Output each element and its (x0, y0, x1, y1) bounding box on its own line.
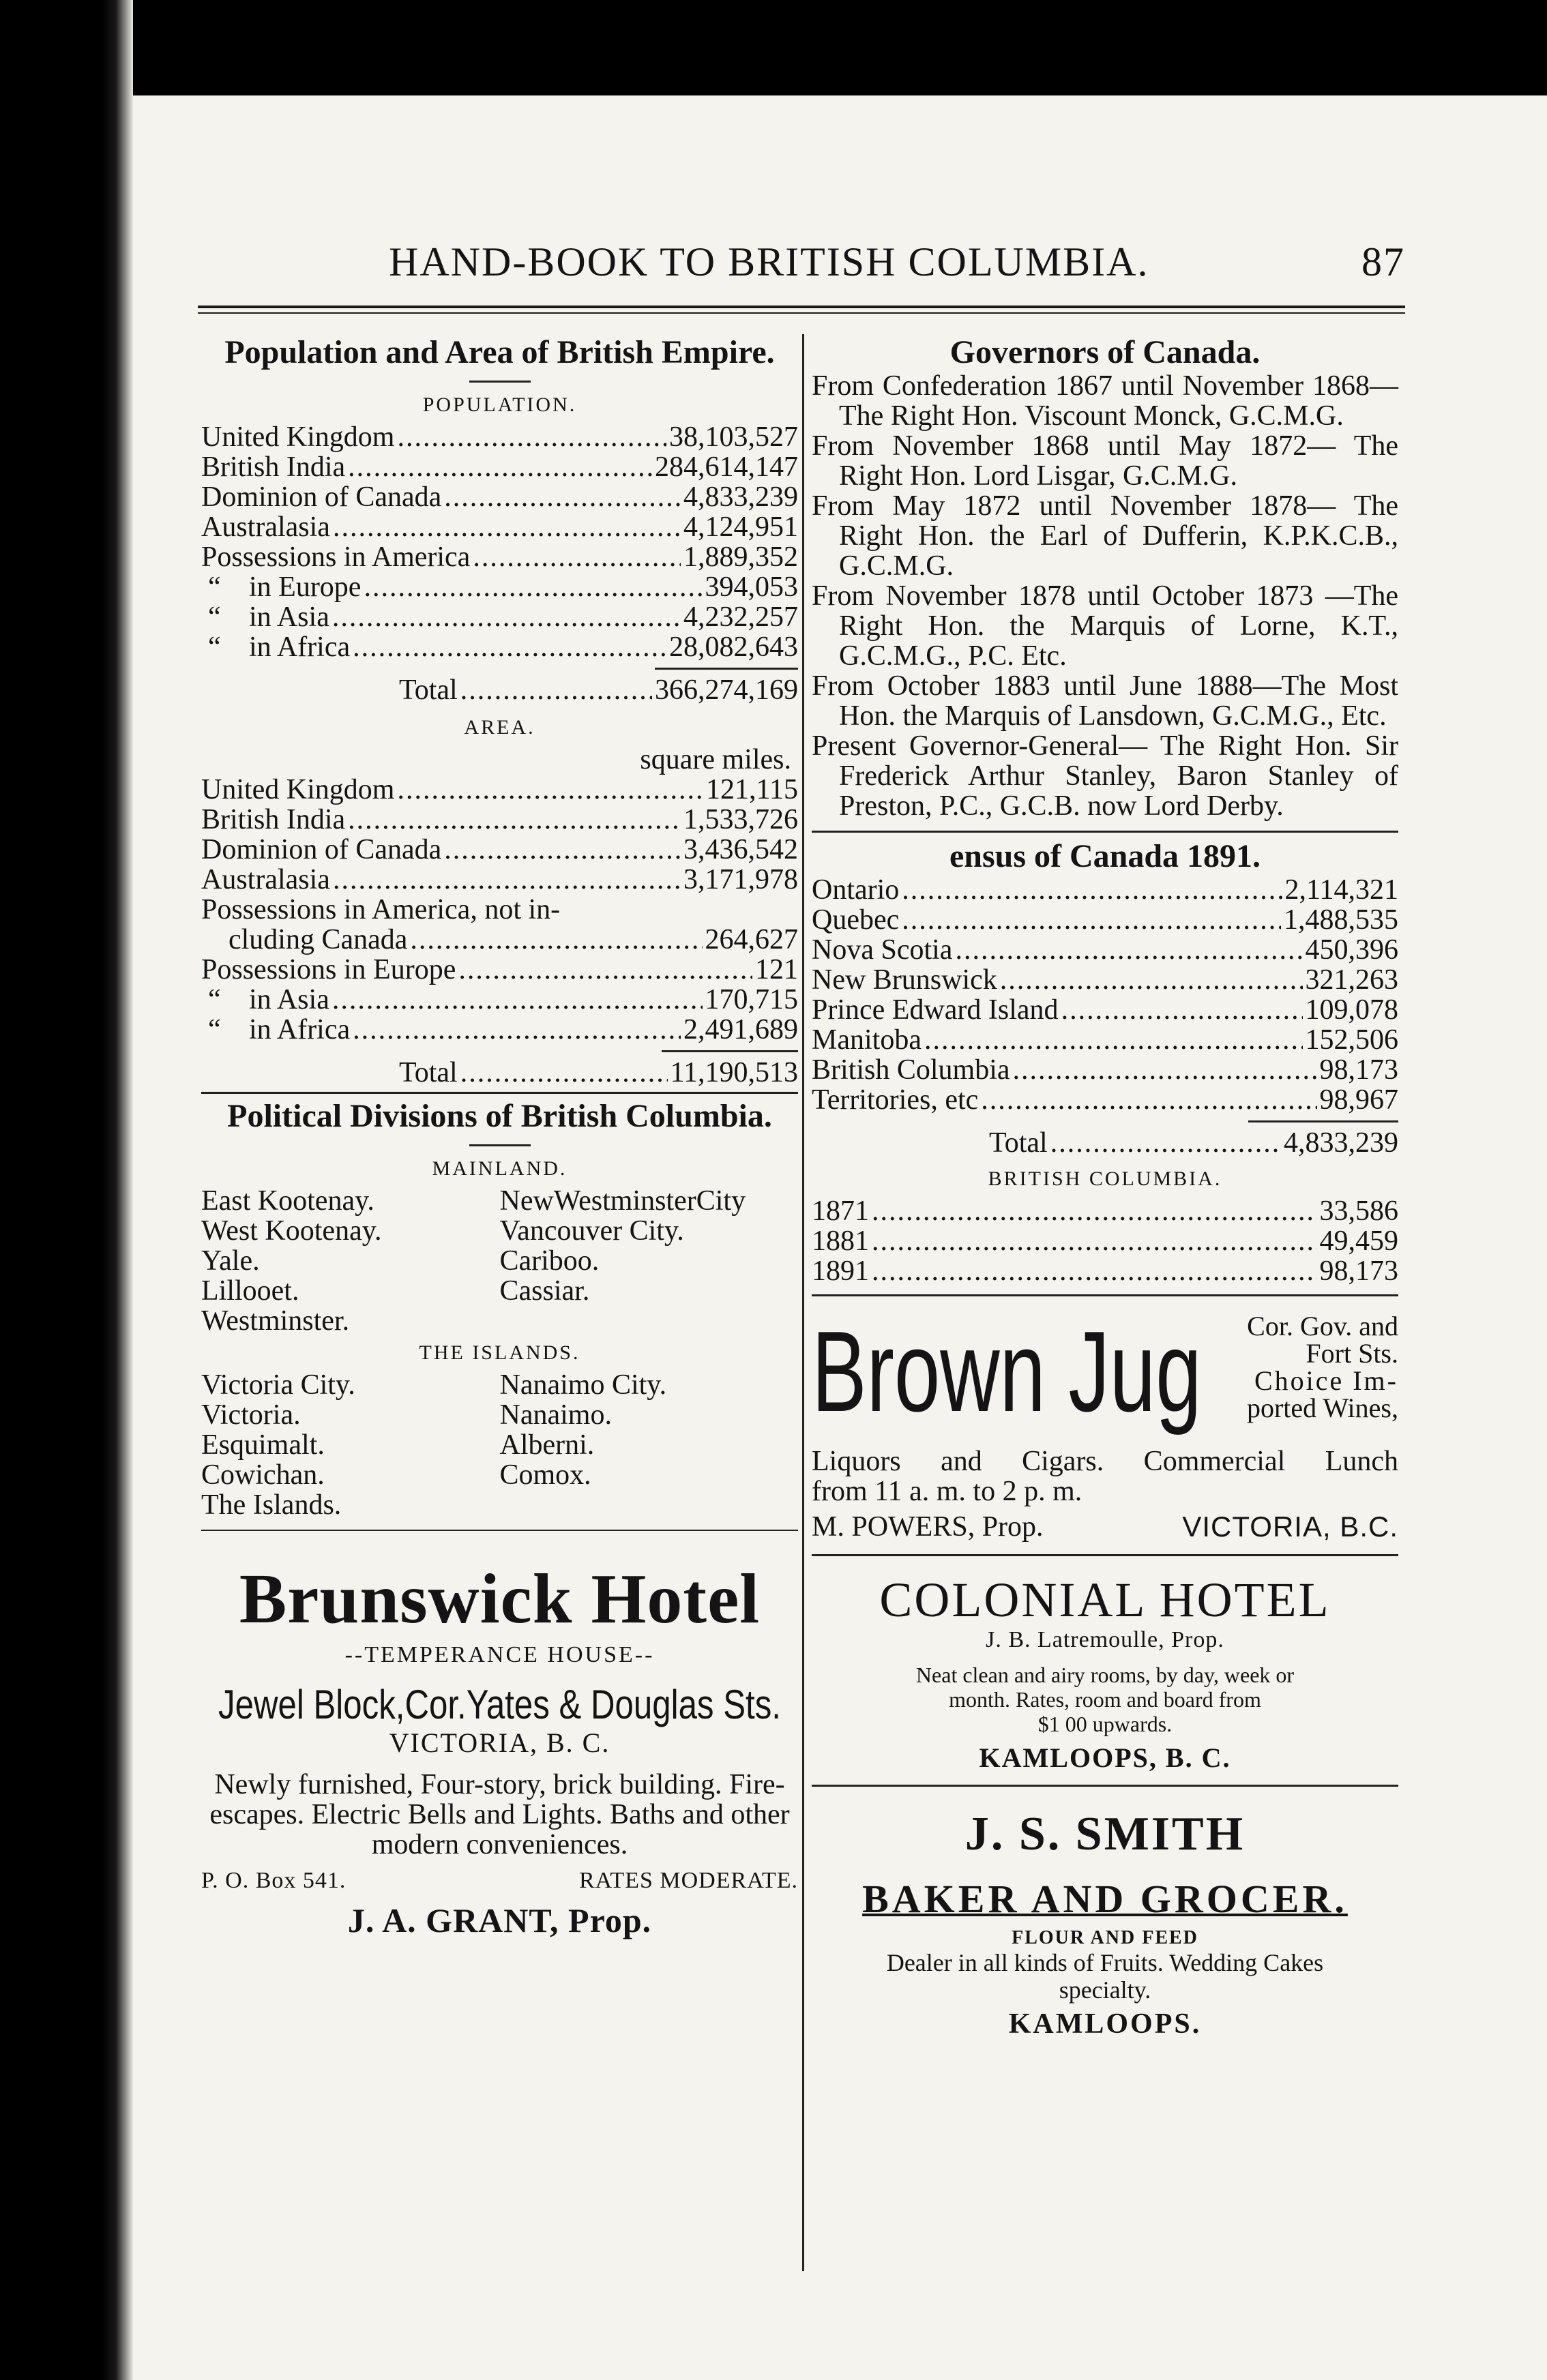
area-label: AREA. (464, 716, 535, 739)
area-total-row (201, 1058, 798, 1088)
division-name: Nanaimo. (499, 1399, 612, 1431)
division-name: Westminster. (201, 1305, 350, 1337)
area-more-list (201, 955, 798, 1045)
population-total-row (201, 675, 798, 705)
population-row: “ in Africa ..... 28,082,643 (201, 632, 798, 662)
area-row: Possessions in Europe ..... 121 (201, 955, 798, 985)
governor-entry: From November 1878 until October 1873 —The Right Hon. the Marquis of Lorne, K.T., G.C.M.G., P.C. Etc. (812, 580, 1398, 672)
area-row: Australasia ..... 3,171,978 (201, 865, 798, 895)
area-row: British India ..... 1,533,726 (201, 805, 798, 835)
population-list (201, 422, 798, 662)
census-title: ensus of Canada 1891. (949, 838, 1261, 874)
division-name: Cariboo. (499, 1245, 600, 1277)
smith-trade: BAKER AND GROCER. (862, 1877, 1348, 1921)
population-area-title: Population and Area of British Empire. (224, 334, 775, 370)
head-rule-top (198, 306, 1405, 308)
bc-census-list (812, 1196, 1398, 1286)
total-rule (655, 668, 798, 670)
section-rule (812, 1785, 1398, 1787)
ditto-mark: “ (208, 1014, 221, 1045)
running-head (389, 239, 1405, 293)
total-rule (1248, 1120, 1398, 1122)
colonial-hotel-ad (812, 1573, 1398, 1787)
area-row: United Kingdom ..... 121,115 (201, 775, 798, 805)
area-possessions-row: cluding Canada ..... 264,627 (201, 925, 798, 955)
head-rule-bottom (198, 312, 1405, 314)
census-row: Quebec ..... 1,488,535 (812, 905, 1398, 935)
scan-top-border (0, 0, 1547, 95)
division-name: NewWestminsterCity (499, 1185, 746, 1217)
governor-entry: From October 1883 until June 1888—The Most Hon. the Marquis of Lansdown, G.C.M.G., Etc. (812, 670, 1398, 732)
total-rule (662, 1050, 798, 1052)
brunswick-hotel-ad (201, 1558, 798, 1940)
brunswick-description: Newly furnished, Four-story, brick building. Fire-escapes. Electric Bells and Lights. Baths and other modern conveniences. (209, 1769, 790, 1860)
census-total-value: 4,833,239 (1284, 1127, 1398, 1159)
census-row: Prince Edward Island ..... 109,078 (812, 995, 1398, 1025)
political-title: Political Divisions of British Columbia. (227, 1098, 772, 1134)
running-head-title: HAND-BOOK TO BRITISH COLUMBIA. (389, 239, 1149, 284)
area-units: square miles. (640, 744, 791, 775)
division-name: West Kootenay. (201, 1215, 382, 1247)
division-name: Vancouver City. (499, 1215, 684, 1247)
population-row: “ in Asia ..... 4,232,257 (201, 602, 798, 632)
census-section (812, 838, 1398, 1296)
division-name: Cassiar. (499, 1275, 590, 1307)
section-rule (201, 1092, 798, 1094)
brown-jug-line2: from 11 a. m. to 2 p. m. (812, 1476, 1082, 1507)
smith-flour: FLOUR AND FEED (1012, 1927, 1198, 1948)
area-row: “ in Asia ..... 170,715 (201, 985, 798, 1015)
population-row: United Kingdom ..... 38,103,527 (201, 422, 798, 452)
colonial-proprietor: J. B. Latremoulle, Prop. (986, 1627, 1224, 1652)
bc-census-label: BRITISH COLUMBIA. (988, 1167, 1222, 1190)
brunswick-rates: RATES MODERATE. (578, 1868, 798, 1893)
area-total-label: Total (399, 1057, 458, 1088)
division-name: Victoria City. (201, 1369, 355, 1401)
division-name: The Islands. (201, 1489, 342, 1521)
ditto-mark: “ (208, 601, 221, 633)
islands-grid (201, 1370, 798, 1520)
brunswick-address: Jewel Block,Cor.Yates & Douglas Sts. (218, 1682, 781, 1727)
brown-jug-footer (812, 1511, 1398, 1543)
governor-entry: From May 1872 until November 1878— The Right Hon. the Earl of Dufferin, K.P.K.C.B., G.C.M.G. (812, 490, 1398, 582)
brunswick-city: VICTORIA, B. C. (389, 1727, 610, 1758)
section-rule (812, 1294, 1398, 1296)
section-rule (812, 1554, 1398, 1556)
bc-census-row: 1871 ..... 33,586 (812, 1196, 1398, 1226)
population-row: British India ..... 284,614,147 (201, 452, 798, 482)
governor-entry: From November 1868 until May 1872— The Right Hon. Lord Lisgar, G.C.M.G. (812, 430, 1398, 492)
division-name: Lillooet. (201, 1275, 299, 1307)
governors-section (812, 334, 1398, 833)
colonial-body-1: Neat clean and airy rooms, by day, week or (915, 1663, 1295, 1687)
governor-entry: Present Governor-General— The Right Hon. Sir Frederick Arthur Stanley, Baron Stanley of Preston, P.C., G.C.B. now Lord Derby. (812, 730, 1398, 822)
area-total-value: 11,190,513 (670, 1057, 798, 1088)
division-name: Comox. (499, 1459, 591, 1491)
brown-jug-name: Brown Jug (812, 1307, 1202, 1436)
brown-jug-ad (812, 1307, 1398, 1556)
census-row: New Brunswick ..... 321,263 (812, 965, 1398, 995)
smith-line2: specialty. (1059, 1976, 1151, 2004)
colonial-city: KAMLOOPS, B. C. (979, 1742, 1231, 1773)
population-total-value: 366,274,169 (655, 674, 798, 706)
section-dash (469, 1144, 531, 1146)
area-row: “ in Africa ..... 2,491,689 (201, 1015, 798, 1045)
brunswick-tagline: --TEMPERANCE HOUSE-- (344, 1642, 655, 1667)
population-row: Possessions in America ..... 1,889,352 (201, 542, 798, 572)
page-number: 87 (1361, 239, 1405, 284)
smith-line1: Dealer in all kinds of Fruits. Wedding Cakes (886, 1949, 1324, 1976)
division-name (500, 1490, 799, 1520)
ditto-mark: “ (208, 984, 221, 1015)
census-row: British Columbia ..... 98,173 (812, 1055, 1398, 1085)
division-name: Nanaimo City. (499, 1369, 667, 1401)
brown-jug-proprietor: M. POWERS, Prop. (812, 1511, 1044, 1543)
census-row: Manitoba ..... 152,506 (812, 1025, 1398, 1055)
smith-name: J. S. SMITH (964, 1808, 1246, 1860)
section-rule (812, 831, 1398, 833)
mainland-label: MAINLAND. (432, 1157, 568, 1180)
population-label: POPULATION. (422, 393, 577, 416)
islands-label: THE ISLANDS. (419, 1341, 580, 1364)
census-row: Ontario ..... 2,114,321 (812, 875, 1398, 905)
area-possessions-line: Possessions in America, not in- (201, 894, 561, 925)
governors-list (812, 371, 1398, 821)
census-total-row (812, 1128, 1398, 1158)
division-name: Cowichan. (201, 1459, 325, 1491)
division-name: Yale. (201, 1245, 260, 1277)
ditto-mark: “ (208, 631, 221, 663)
division-name: Victoria. (201, 1399, 301, 1431)
division-name (500, 1306, 799, 1336)
division-name: East Kootenay. (201, 1185, 374, 1217)
census-total-label: Total (989, 1127, 1048, 1159)
area-row: Dominion of Canada ..... 3,436,542 (201, 835, 798, 865)
brunswick-footer-row (201, 1868, 798, 1894)
left-column (201, 334, 798, 1940)
governor-entry: From Confederation 1867 until November 1868—The Right Hon. Viscount Monck, G.C.M.G. (812, 370, 1398, 432)
column-divider (802, 334, 804, 2271)
division-name: Alberni. (499, 1429, 595, 1461)
area-list (201, 775, 798, 895)
brown-jug-side-text: Cor. Gov. and Fort Sts. Choice Im- ported Wines, (1246, 1311, 1398, 1423)
ditto-mark: “ (208, 571, 221, 603)
population-row: Australasia ..... 4,124,951 (201, 512, 798, 542)
colonial-hotel-name: COLONIAL HOTEL (879, 1573, 1331, 1627)
census-row: Nova Scotia ..... 450,396 (812, 935, 1398, 965)
bc-census-row: 1881 ..... 49,459 (812, 1226, 1398, 1256)
scan-left-border (0, 0, 133, 2380)
governors-title: Governors of Canada. (949, 334, 1261, 370)
brunswick-hotel-name: Brunswick Hotel (239, 1560, 761, 1638)
division-name: Esquimalt. (201, 1429, 325, 1461)
political-divisions-section (201, 1098, 798, 1531)
brunswick-proprietor: J. A. GRANT, Prop. (347, 1901, 652, 1939)
smith-ad (812, 1807, 1398, 2040)
census-row: Territories, etc ..... 98,967 (812, 1085, 1398, 1115)
brown-jug-city: VICTORIA, B.C. (1182, 1511, 1398, 1543)
census-list (812, 875, 1398, 1115)
smith-city: KAMLOOPS. (1008, 2008, 1202, 2040)
population-total-label: Total (399, 674, 458, 706)
right-column (812, 334, 1398, 2040)
brunswick-po-box: P. O. Box 541. (201, 1868, 347, 1893)
population-area-section (201, 334, 798, 1094)
section-dash (469, 381, 531, 383)
population-row: Dominion of Canada ..... 4,833,239 (201, 482, 798, 512)
mainland-grid (201, 1186, 798, 1336)
section-rule (201, 1530, 798, 1531)
bc-census-row: 1891 ..... 98,173 (812, 1256, 1398, 1286)
brown-jug-header (812, 1307, 1398, 1446)
colonial-body-3: $1 00 upwards. (1037, 1712, 1173, 1736)
brown-jug-line1: Liquors and Cigars. Commercial Lunch (812, 1446, 1398, 1477)
population-row: “ in Europe ..... 394,053 (201, 572, 798, 602)
colonial-body-2: month. Rates, room and board from (949, 1687, 1261, 1712)
